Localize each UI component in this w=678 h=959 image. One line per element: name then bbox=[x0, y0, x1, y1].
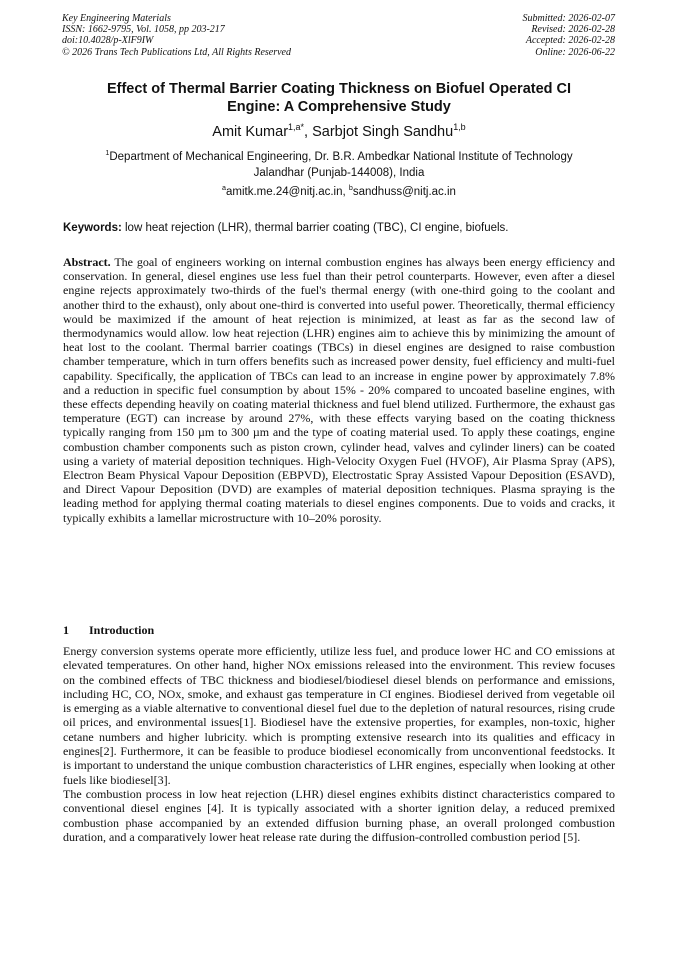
author-emails bbox=[60, 185, 618, 200]
affiliation-mark: 1 bbox=[105, 149, 110, 158]
author-1-affiliation-mark: 1,a* bbox=[288, 122, 305, 133]
affiliation-line-2: Jalandhar (Punjab-144008), India bbox=[253, 166, 425, 179]
revised-date: Revised: 2026-02-28 bbox=[531, 24, 615, 36]
email-b-mark: b bbox=[348, 184, 353, 193]
affiliation bbox=[60, 150, 618, 181]
abstract bbox=[63, 255, 615, 525]
submitted-date: Submitted: 2026-02-07 bbox=[522, 13, 615, 24]
abstract-text: The goal of engineers working on internal combustion engines has always been energy efficiency and conservation. In general, diesel engines use less fuel than their petrol counterparts. However, even after a diesel engine rejects approximately two-thirds of the fuel's thermal energy (with one-third going to the coolant and another third to the exhaust), only about one-third is converted into useful power. Theoretically, thermal efficiency would be maximized if the amount of heat rejection is minimized, at least as far as the second law of thermodynamics would allow. low heat rejection (LHR) engines aim to achieve this by minimizing the amount of heat lost to the coolant. Thermal barrier coatings (TBCs) in diesel engines are designed to raise combustion chamber temperature, which in turn offers benefits such as increased power density, fuel efficiency and multi-fuel capability. Specifically, the application of TBCs can lead to an increase in engine power by approximately 7.8% and a reduction in specific fuel consumption by about 15% - 20% compared to uncoated baseline engines, with these effects depending heavily on coating material thickness and fuel blend utilized. Furthermore, the exhaust gas temperature (EGT) can increase by around 27%, with these effects varying based on the coating thickness typically ranging from 150 µm to 300 µm and the type of coating material used. To apply these coatings, engine combustion chamber components such as piston crown, cylinder head, valves and cylinder liners) can be coated using a variety of material deposition techniques. High-Velocity Oxygen Fuel (HVOF), Air Plasma Spray (APS), Electron Beam Physical Vapour Deposition (EBPVD), Electrostatic Spray Assisted Vapour Deposition (ESAVD), and Direct Vapour Deposition (DVD) are examples of material deposition techniques. Plasma spraying is the leading method for applying thermal coating materials to diesel engines components. Due to voids and cracks, it typically exhibits a lamellar microstructure with 10–20% porosity. bbox=[63, 255, 615, 525]
email-a-mark: a bbox=[222, 184, 226, 193]
section-heading-introduction bbox=[63, 623, 154, 637]
journal-header-left bbox=[62, 13, 291, 58]
intro-paragraph-1: Energy conversion systems operate more efficiently, utilize less fuel, and produce lower HC and CO emissions at elevated temperatures. On other hand, higher NOx emissions released into the environment. This review focuses on the combined effects of TBC thickness and biodiesel/biodiesel diesel blends on performance and emissions, including HC, CO, NOx, smoke, and exhaust gas temperature in CI engines. Biodiesel derived from vegetable oil is emerging as a viable alternative to conventional diesel fuel due to the depletion of natural resources, rising crude oil prices, and environmental issues[1]. Biodiesel have the extensive properties, for examples, non-toxic, higher cetane numbers and higher lubricity. which is prompting extensive research into its qualities and efficacy in engines[2]. Furthermore, it can be feasible to produce biodiesel economically from unconventional feedstocks. It is important to understand the unique combustion characteristics of LHR engines, especially when looking at other fuels like biodiesel[3]. bbox=[63, 644, 615, 787]
affiliation-text: Department of Mechanical Engineering, Dr. B.R. Ambedkar National Institute of Technology bbox=[109, 151, 573, 163]
keywords-text: low heat rejection (LHR), thermal barrier coating (TBC), CI engine, biofuels. bbox=[121, 222, 509, 234]
author-2-affiliation-mark: 1,b bbox=[453, 122, 466, 133]
paper-title bbox=[60, 80, 618, 116]
section-number: 1 bbox=[63, 623, 69, 637]
copyright-line: © 2026 Trans Tech Publications Ltd, All Rights Reserved bbox=[62, 46, 291, 58]
author-2-name: Sarbjot Singh Sandhu bbox=[312, 124, 454, 140]
author-1-name: Amit Kumar bbox=[212, 124, 289, 140]
abstract-label: Abstract. bbox=[63, 255, 111, 269]
doi-line: doi:10.4028/p-XlF9IW bbox=[62, 35, 154, 47]
email-a-link[interactable]: amitk.me.24@nitj.ac.in, bbox=[226, 186, 349, 198]
author-list bbox=[60, 123, 618, 141]
journal-header-right bbox=[523, 13, 616, 58]
journal-name: Key Engineering Materials bbox=[62, 13, 171, 24]
online-date: Online: 2026-06-22 bbox=[535, 46, 615, 58]
accepted-date: Accepted: 2026-02-28 bbox=[525, 35, 615, 47]
section-title: Introduction bbox=[89, 623, 155, 637]
email-b-link[interactable]: sandhuss@nitj.ac.in bbox=[352, 186, 456, 198]
intro-paragraph-2: The combustion process in low heat rejection (LHR) diesel engines exhibits distinct characteristics compared to conventional diesel engines [4]. It is typically associated with a shorter ignition delay, a reduced premixed combustion phase accompanied by an extended diffusion burning phase, an overall prolonged combustion duration, and a comparatively lower heat release rate during the diffusion-controlled combustion period [5]. bbox=[63, 786, 615, 844]
keywords-label: Keywords: bbox=[63, 222, 122, 234]
issn-line: ISSN: 1662-9795, Vol. 1058, pp 203-217 bbox=[62, 24, 225, 36]
affiliation-line-1 bbox=[60, 150, 618, 166]
introduction-body bbox=[63, 644, 615, 844]
keywords bbox=[63, 221, 615, 236]
title-line-1: Effect of Thermal Barrier Coating Thickness on Biofuel Operated CI bbox=[106, 81, 572, 97]
title-line-2: Engine: A Comprehensive Study bbox=[227, 99, 451, 115]
author-separator: , bbox=[304, 124, 313, 140]
